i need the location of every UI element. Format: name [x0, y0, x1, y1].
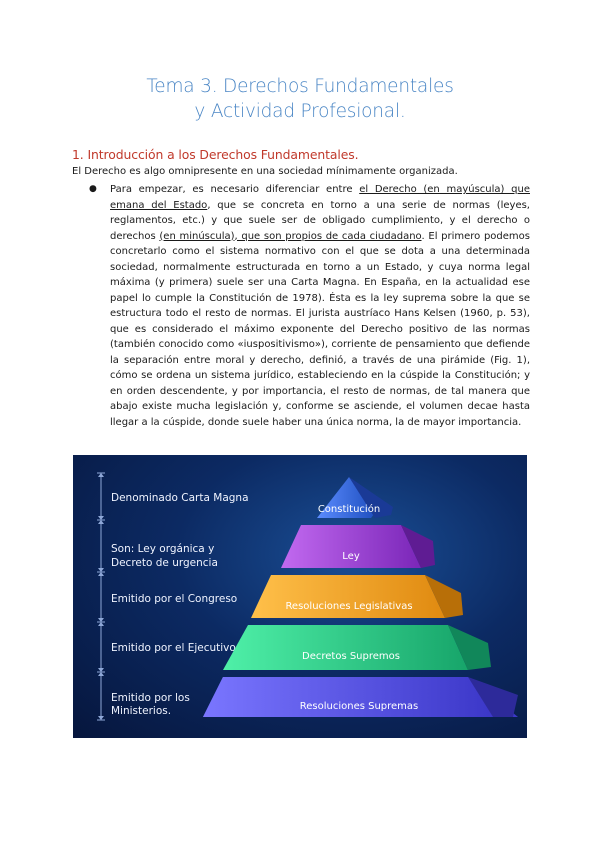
page-title-line-2: y Actividad Profesional.: [194, 101, 406, 122]
tier-3-label: Resoluciones Legislativas: [285, 601, 413, 612]
tier-1-label: Constitución: [317, 504, 381, 515]
bullet-marker: ●: [89, 184, 97, 194]
label-congreso: Emitido por el Congreso: [111, 593, 238, 605]
para-text-1: Para empezar, es necesario diferenciar entre: [110, 184, 360, 195]
tier-4-label: Decretos Supremos: [302, 651, 400, 662]
para-text-2: , que se concreta en torno a una serie de normas (leyes, reglamentos, etc.) y que suele ser de obligado cumplimiento, y el derecho o derechos: [110, 199, 530, 242]
label-ministerios-2: Ministerios.: [111, 705, 172, 717]
label-carta-magna: Denominado Carta Magna: [111, 492, 249, 504]
tier-4-shape: [223, 625, 468, 670]
para-text-3: . El primero podemos concretarlo como el sistema normativo con el que se dota a una determinada sociedad, normalmente estructurada en torno a un Estado, y cuya norma legal máxima (y primera) suele ser una Carta Magna. En España, en la actualidad ese papel lo cumple la Constitución de 1978). Ésta es la ley suprema sobre la que se estructura todo el resto de normas. El jurista austríaco Hans Kelsen (1960, p. 53), que es considerado el máximo exponente del Derecho positivo de las normas (también conocido como «iuspositivismo»), corriente de pensamiento que defiende la separación entre moral y derecho, definió, a través de una pirámide (Fig. 1), cómo se ordena un sistema jurídico, estableciendo en la cúspide la Constitución; y en orden descendente, y por importancia, el resto de normas, de tal manera que abajo existe mucha legislación y, conforme se asciende, el volumen decae hasta llegar a la cúspide, donde suele haber una única norma, la de mayor importancia.: [110, 230, 530, 428]
label-ministerios-1: Emitido por los: [111, 692, 190, 704]
tier-2-label: Ley: [342, 551, 360, 562]
para-underline-2: (en minúscula), que son propios de cada ciudadano: [159, 230, 422, 242]
pyramid-diagram: [73, 455, 527, 738]
label-ejecutivo: Emitido por el Ejecutivo: [111, 642, 236, 654]
para-underline-1: el Derecho (en mayúscula) que emana del Estado: [110, 184, 530, 211]
kelsen-pyramid-figure: [73, 455, 527, 738]
label-ley-organica: Son: Ley orgánica y: [111, 543, 215, 555]
page-title-line-1: Tema 3. Derechos Fundamentales: [146, 76, 454, 97]
intro-text: El Derecho es algo omnipresente en una sociedad mínimamente organizada.: [72, 166, 458, 177]
tier-5-label: Resoluciones Supremas: [299, 701, 419, 712]
section-heading: 1. Introducción a los Derechos Fundamentales.: [72, 147, 359, 162]
bullet-paragraph: [110, 182, 530, 430]
label-decreto-urgencia: Decreto de urgencia: [111, 557, 218, 569]
